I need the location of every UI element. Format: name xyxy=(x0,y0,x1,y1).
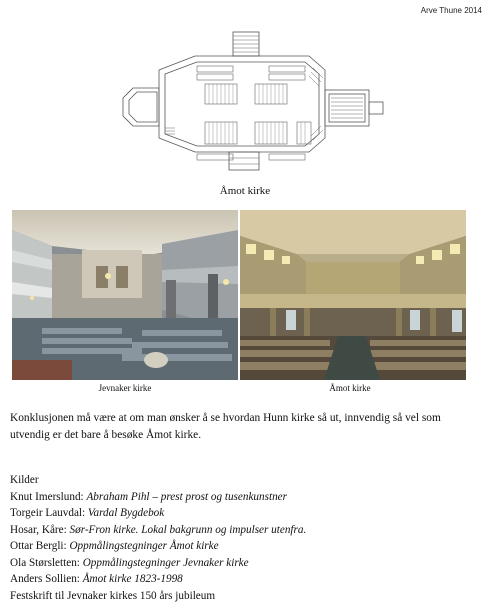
source-item: Anders Sollien: Åmot kirke 1823-1998 xyxy=(10,571,306,588)
church-floor-plan xyxy=(99,26,395,178)
author-year-header: Arve Thune 2014 xyxy=(421,6,482,15)
plan-caption: Åmot kirke xyxy=(195,185,295,197)
source-item: Knut Imerslund: Abraham Pihl – prest prost og tusenkunstner xyxy=(10,489,306,506)
source-item: Torgeir Lauvdal: Vardal Bygdebok xyxy=(10,505,306,522)
sources-list xyxy=(10,472,306,604)
source-item: Ola Størsletten: Oppmålingstegninger Jevnaker kirke xyxy=(10,555,306,572)
sources-heading: Kilder xyxy=(10,472,306,489)
jevnaker-photo-caption: Jevnaker kirke xyxy=(70,383,180,393)
source-item: Hosar, Kåre: Sør-Fron kirke. Lokal bakgrunn og impulser utenfra. xyxy=(10,522,306,539)
source-item: Festskrift til Jevnaker kirkes 150 års jubileum xyxy=(10,588,306,604)
amot-photo-caption: Åmot kirke xyxy=(300,383,400,393)
conclusion-paragraph: Konklusjonen må være at om man ønsker å se hvordan Hunn kirke så ut, innvendig så vel som utvendig er det bare å besøke Åmot kirke. xyxy=(10,410,480,444)
jevnaker-church-photo xyxy=(12,210,238,380)
amot-church-photo xyxy=(240,210,466,380)
source-item: Ottar Bergli: Oppmålingstegninger Åmot kirke xyxy=(10,538,306,555)
